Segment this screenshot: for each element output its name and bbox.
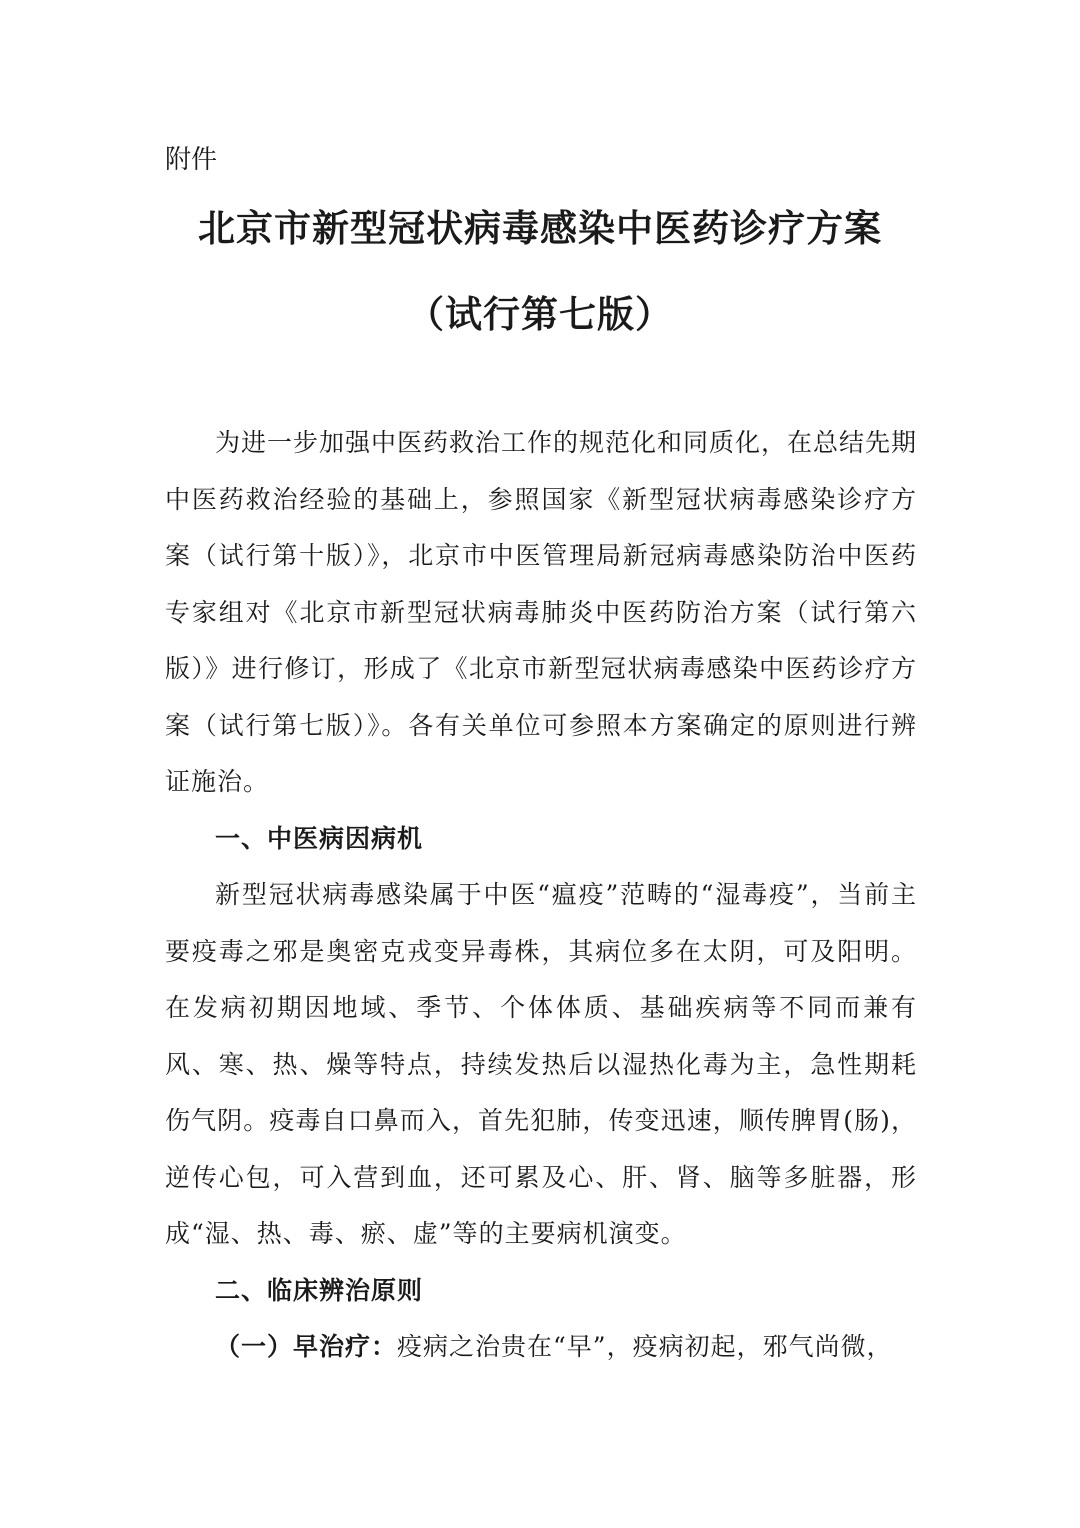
principle-lead: （一）早治疗： <box>215 1332 398 1361</box>
document-subtitle: （试行第七版） <box>407 292 673 336</box>
section-heading-principles: 二、临床辨治原则 <box>215 1275 424 1305</box>
etiology-paragraph: 新型冠状病毒感染属于中医“瘟疫”范畴的“湿毒疫”，当前主要疫毒之邪是奥密克戎变异毒株，其病位多在太阴，可及阳明。在发病初期因地域、季节、个体体质、基础疾病等不同而兼有风、寒、热、燥等特点，持续发热后以湿热化毒为主，急性期耗伤气阴。疫毒自口鼻而入，首先犯肺，传变迅速，顺传脾胃(肠)，逆传心包，可入营到血，还可累及心、肝、肾、脑等多脏器，形成“湿、热、毒、瘀、虚”等的主要病机演变。 <box>165 880 917 1248</box>
intro-paragraph: 为进一步加强中医药救治工作的规范化和同质化，在总结先期中医药救治经验的基础上，参照国家《新型冠状病毒感染诊疗方案（试行第十版）》，北京市中医管理局新冠病毒感染防治中医药专家组对《北京市新型冠状病毒肺炎中医药防治方案（试行第六版）》进行修订，形成了《北京市新型冠状病毒感染中医药诊疗方案（试行第七版）》。各有关单位可参照本方案确定的原则进行辨证施治。 <box>165 428 918 796</box>
principle-text: 疫病之治贵在“早”，疫病初起，邪气尚微， <box>397 1332 893 1361</box>
principle-early-treatment <box>165 1319 917 1376</box>
document-body <box>165 415 917 1376</box>
document-title: 北京市新型冠状病毒感染中医药诊疗方案 <box>198 206 882 250</box>
section-heading-etiology: 一、中医病因病机 <box>215 823 424 853</box>
attachment-label: 附件 <box>165 145 218 175</box>
